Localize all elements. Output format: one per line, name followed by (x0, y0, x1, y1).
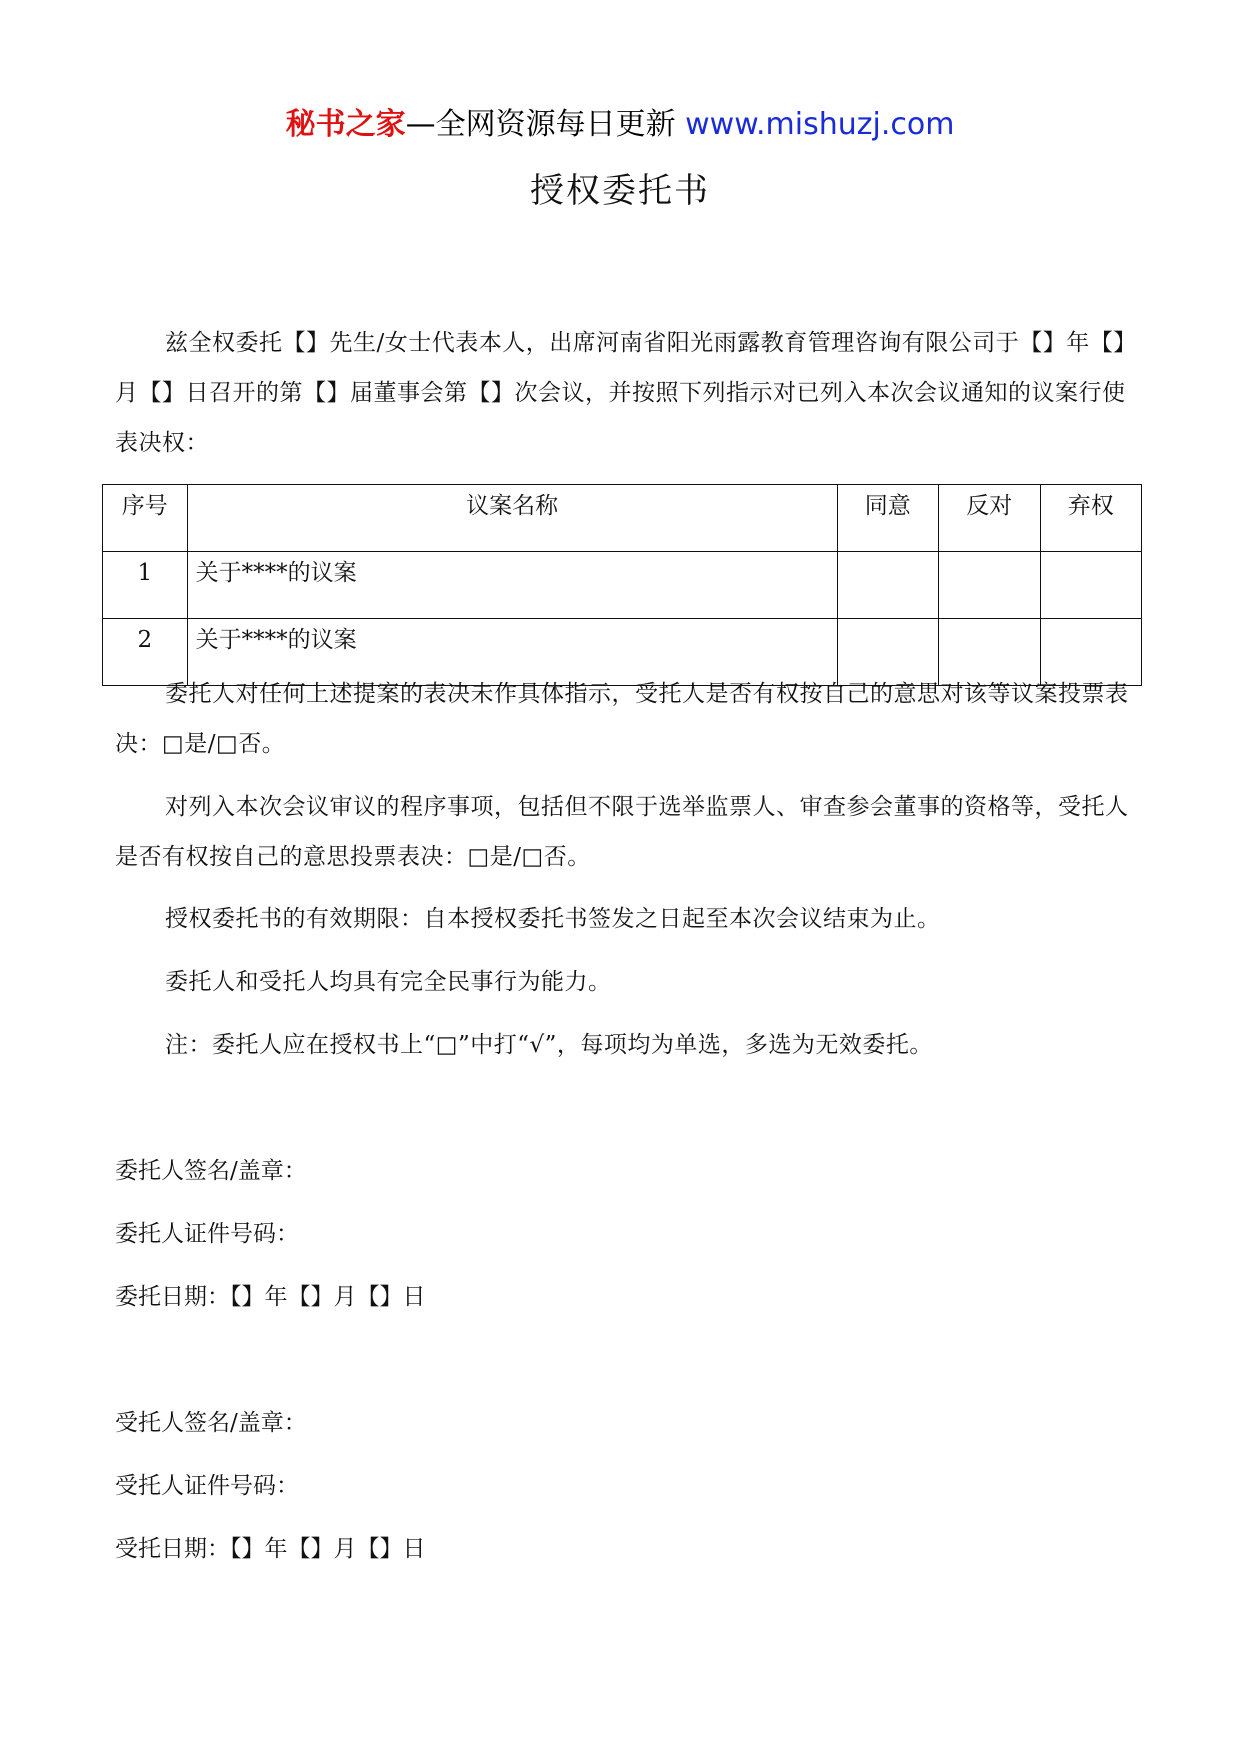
note-paragraph: 注：委托人应在授权书上“□”中打“√”，每项均为单选，多选为无效委托。 (165, 1032, 933, 1058)
row-serial-number: 1 (103, 552, 188, 619)
agent-date-line: 受托日期：【】年【】月【】日 (115, 1536, 426, 1562)
header-oppose: 反对 (939, 485, 1040, 552)
oppose-cell[interactable] (939, 552, 1040, 619)
row-motion-name: 关于****的议案 (187, 619, 837, 686)
abstain-cell[interactable] (1040, 552, 1142, 619)
principal-id-line: 委托人证件号码： (115, 1221, 299, 1247)
intro-paragraph: 兹全权委托【】先生/女士代表本人，出席河南省阳光雨露教育管理咨询有限公司于【】年【】月【】日召开的第【】届董事会第【】次会议，并按照下列指示对已列入本次会议通知的议案行使表决权： (115, 330, 1126, 456)
procedural-matters-paragraph: 对列入本次会议审议的程序事项，包括但不限于选举监票人、审查参会董事的资格等，受托人是否有权按自己的意思投票表决：□是/□否。 (115, 794, 1129, 870)
header-motion-name: 议案名称 (187, 485, 837, 552)
header-abstain: 弃权 (1040, 485, 1142, 552)
site-url: www.mishuzj.com (685, 107, 955, 142)
table-header-row (103, 485, 1142, 552)
principal-date-line: 委托日期：【】年【】月【】日 (115, 1284, 426, 1310)
table-row (103, 552, 1142, 619)
header-agree: 同意 (837, 485, 938, 552)
row-serial-number: 2 (103, 619, 188, 686)
header-tagline: —全网资源每日更新 (405, 107, 686, 142)
header-serial-number: 序号 (103, 485, 188, 552)
no-instruction-paragraph: 委托人对任何上述提案的表决未作具体指示，受托人是否有权按自己的意思对该等议案投票表决：□是/□否。 (115, 681, 1129, 757)
capacity-paragraph: 委托人和受托人均具有完全民事行为能力。 (165, 969, 612, 995)
agent-id-line: 受托人证件号码： (115, 1473, 299, 1499)
validity-paragraph: 授权委托书的有效期限：自本授权委托书签发之日起至本次会议结束为止。 (165, 906, 941, 932)
agree-cell[interactable] (837, 552, 938, 619)
principal-signature-line: 委托人签名/盖章： (115, 1158, 307, 1184)
row-motion-name: 关于****的议案 (187, 552, 837, 619)
agent-signature-line: 受托人签名/盖章： (115, 1410, 307, 1436)
document-title: 授权委托书 (530, 171, 710, 211)
motion-table (102, 484, 1142, 686)
site-header (0, 100, 1240, 150)
brand-name: 秘书之家 (285, 107, 406, 142)
